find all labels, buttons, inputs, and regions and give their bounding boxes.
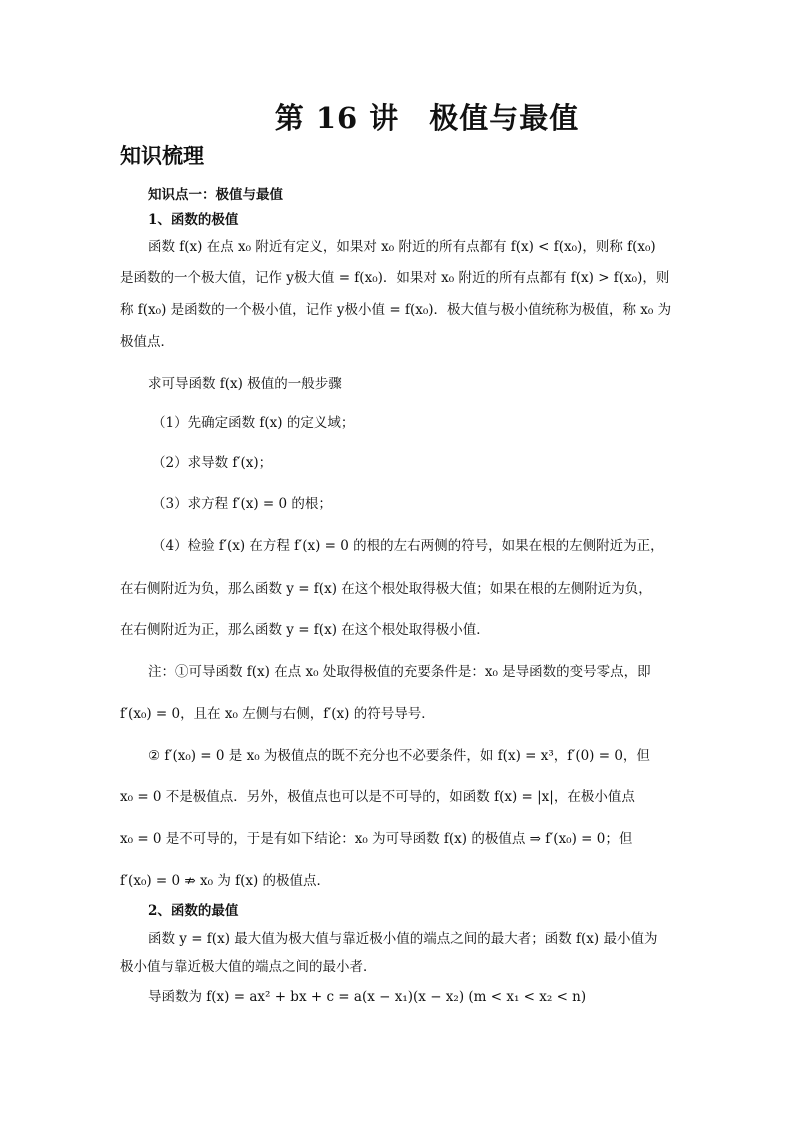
note-line: 注：①可导函数 f(x) 在点 x₀ 处取得极值的充要条件是：x₀ 是导函数的变号零点，即 [148, 664, 651, 680]
note-line: ② f′(x₀) = 0 是 x₀ 为极值点的既不充分也不必要条件，如 f(x) = x³，f′(0) = 0，但 [148, 748, 650, 764]
definition-line: 称 f(x₀) 是函数的一个极小值，记作 y极小值 = f(x₀)．极大值与极小值统称为极值，称 x₀ 为 [120, 302, 672, 318]
derivative-formula-line: 导函数为 f(x) = ax² + bx + c = a(x − x₁)(x − x₂) (m < x₁ < x₂ < n) [148, 989, 587, 1005]
step-item: （2）求导数 f′(x)； [152, 455, 273, 471]
subsection-heading-maxmin: 2、函数的最值 [148, 903, 239, 919]
section-heading: 知识梳理 [120, 143, 204, 168]
note-line: x₀ = 0 不是极值点．另外，极值点也可以是不可导的，如函数 f(x) = |x|，在极小值点 [120, 789, 635, 805]
maxmin-line: 函数 y = f(x) 最大值为极大值与靠近极小值的端点之间的最大者；函数 f(x) 最小值为 [148, 931, 658, 947]
page-title: 第 16 讲 极值与最值 [274, 101, 580, 135]
step-continuation: 在右侧附近为负，那么函数 y = f(x) 在这个根处取得极大值；如果在根的左侧附近为负， [120, 581, 652, 597]
step-item: （3）求方程 f′(x) = 0 的根； [152, 496, 332, 512]
knowledge-point-heading: 知识点一：极值与最值 [148, 187, 283, 203]
definition-line: 是函数的一个极大值，记作 y极大值 = f(x₀)．如果对 x₀ 附近的所有点都有 f(x) > f(x₀)，则 [120, 270, 670, 286]
step-continuation: 在右侧附近为正，那么函数 y = f(x) 在这个根处取得极小值． [120, 622, 490, 638]
note-line: x₀ = 0 是不可导的，于是有如下结论：x₀ 为可导函数 f(x) 的极值点 ⇒ f′(x₀) = 0；但 [120, 831, 633, 847]
step-item: （1）先确定函数 f(x) 的定义域； [152, 415, 355, 431]
subsection-heading-extremum: 1、函数的极值 [148, 212, 239, 228]
note-line: f′(x₀) = 0，且在 x₀ 左侧与右侧，f′(x) 的符号导号． [120, 706, 435, 722]
maxmin-line: 极小值与靠近极大值的端点之间的最小者． [120, 959, 377, 975]
step-item: （4）检验 f′(x) 在方程 f′(x) = 0 的根的左右两侧的符号，如果在根的左侧附近为正， [152, 538, 664, 554]
note-line: f′(x₀) = 0 ⇏ x₀ 为 f(x) 的极值点． [120, 873, 331, 889]
steps-intro: 求可导函数 f(x) 极值的一般步骤 [148, 376, 342, 392]
definition-line: 函数 f(x) 在点 x₀ 附近有定义，如果对 x₀ 附近的所有点都有 f(x) < f(x₀)，则称 f(x₀) [148, 239, 656, 255]
definition-line: 极值点． [120, 334, 174, 350]
